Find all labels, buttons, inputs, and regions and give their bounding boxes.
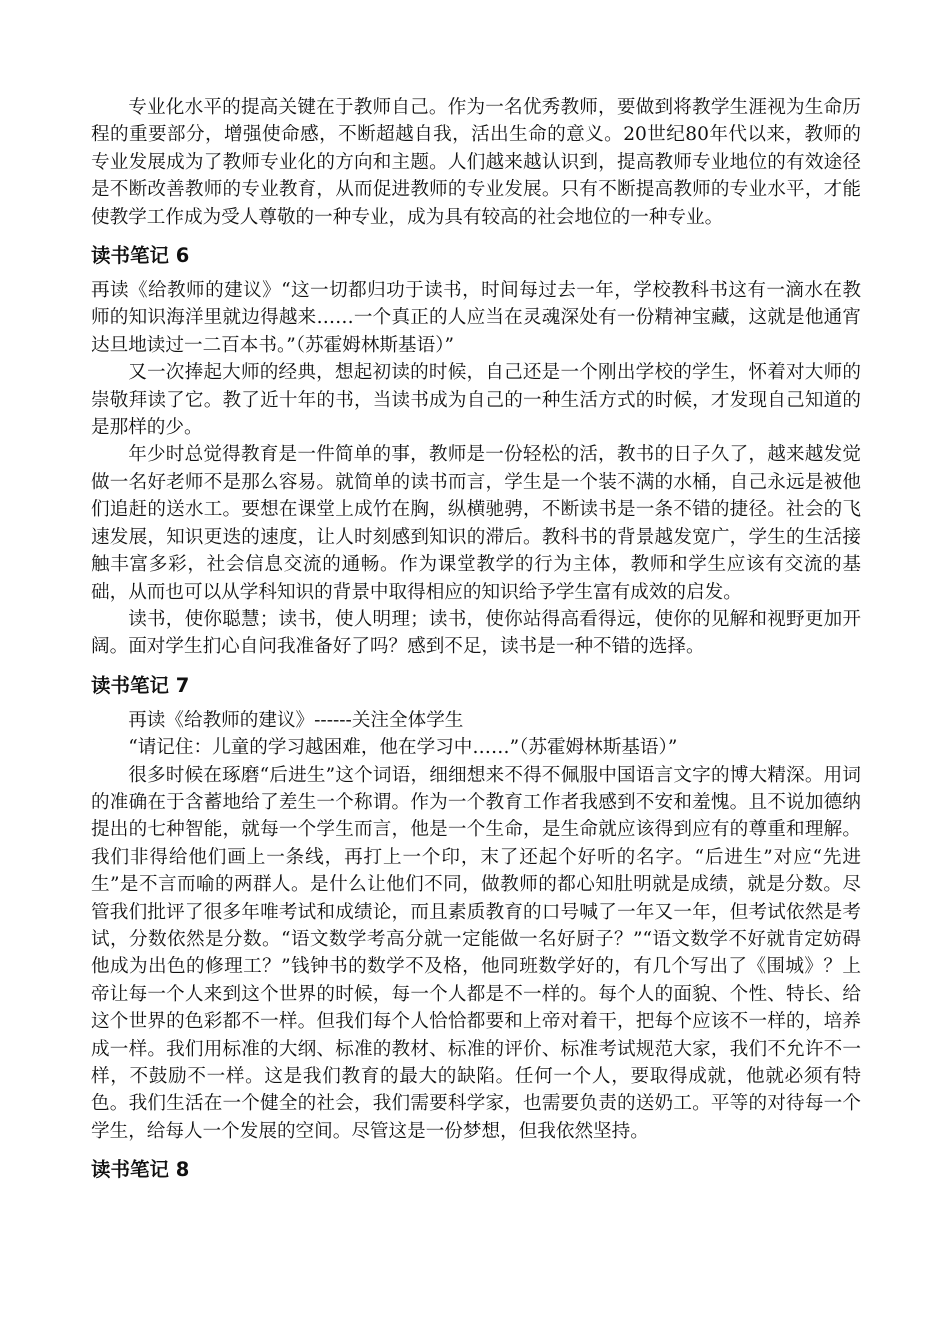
- note7-heading: 读书笔记 7: [91, 673, 190, 697]
- note7-subtitle: 再读《给教师的建议》------关注全体学生: [128, 709, 464, 731]
- note8-heading: 读书笔记 8: [91, 1158, 190, 1182]
- note6-paragraph-1: 又一次捧起大师的经典，想起初读的时候，自己还是一个刚出学校的学生，怀着对大师的崇敬拜读了它。教了近十年的书，当读书成为自己的一种生活方式的时候，才发现自己知道的是那样的少。: [91, 362, 861, 439]
- note6-heading: 读书笔记 6: [91, 244, 190, 268]
- note6-quote: 再读《给教师的建议》“这一切都归功于读书，时间每过去一年，学校教科书这有一滴水在教师的知识海洋里就边得越来……一个真正的人应当在灵魂深处有一份精神宝藏，这就是他通宵达旦地读过一二百本书。”（苏霍姆林斯基语）”: [91, 280, 861, 356]
- note6-paragraph-3: 读书，使你聪慧；读书，使人明理；读书，使你站得高看得远，使你的见解和视野更加开阔。面对学生扪心自问我准备好了吗？感到不足，读书是一种不错的选择。: [91, 608, 861, 658]
- note7-paragraph-1: 很多时候在琢磨“后进生”这个词语，细细想来不得不佩服中国语言文字的博大精深。用词的准确在于含蓄地给了差生一个称谓。作为一个教育工作者我感到不安和羞愧。且不说加德纳提出的七种智能，就每一个学生而言，他是一个生命，是生命就应该得到应有的尊重和理解。我们非得给他们画上一条线，再打上一个印，末了还起个好听的名字。“后进生”对应“先进生”是不言而喻的两群人。是什么让他们不同，做教师的都心知肚明就是成绩，就是分数。尽管我们批评了很多年唯考试和成绩论，而且素质教育的口号喊了一年又一年，但考试依然是考试，分数依然是分数。“语文数学考高分就一定能做一名好厨子？”“语文数学不好就肯定妨碍他成为出色的修理工？”钱钟书的数学不及格，他同班数学好的，有几个写出了《围城》？上帝让每一个人来到这个世界的时候，每一个人都是不一样的。每个人的面貌、个性、特长、给这个世界的色彩都不一样。但我们每个人恰恰都要和上帝对着干，把每个应该不一样的，培养成一样。我们用标准的大纲、标准的教材、标准的评价、标准考试规范大家，我们不允许不一样，不鼓励不一样。这是我们教育的最大的缺陷。任何一个人，要取得成就，他就必须有特色。我们生活在一个健全的社会，我们需要科学家，也需要负责的送奶工。平等的对待每一个学生，给每人一个发展的空间。尽管这是一份梦想，但我依然坚持。: [91, 764, 861, 1142]
- note6-paragraph-2: 年少时总觉得教育是一件简单的事，教师是一份轻松的活，教书的日子久了，越来越发觉做一名好老师不是那么容易。就简单的读书而言，学生是一个装不满的水桶，自己永远是被他们追赶的送水工。要想在课堂上成竹在胸，纵横驰骋，不断读书是一条不错的捷径。社会的飞速发展，知识更迭的速度，让人时刻感到知识的滞后。教科书的背景越发宽广，学生的生活接触丰富多彩，社会信息交流的通畅。作为课堂教学的行为主体，教师和学生应该有交流的基础，从而也可以从学科知识的背景中取得相应的知识给予学生富有成效的启发。: [91, 444, 861, 603]
- note7-quote: “请记住：儿童的学习越困难，他在学习中……”（苏霍姆林斯基语）”: [128, 737, 678, 759]
- document-page: [91, 94, 861, 1191]
- intro-paragraph: 专业化水平的提高关键在于教师自己。作为一名优秀教师，要做到将教学生涯视为生命历程的重要部分，增强使命感，不断超越自我，活出生命的意义。20世纪80年代以来，教师的专业发展成为了教师专业化的方向和主题。人们越来越认识到，提高教师专业地位的有效途径是不断改善教师的专业教育，从而促进教师的专业发展。只有不断提高教师的专业水平，才能使教学工作成为受人尊敬的一种专业，成为具有较高的社会地位的一种专业。: [91, 97, 861, 228]
